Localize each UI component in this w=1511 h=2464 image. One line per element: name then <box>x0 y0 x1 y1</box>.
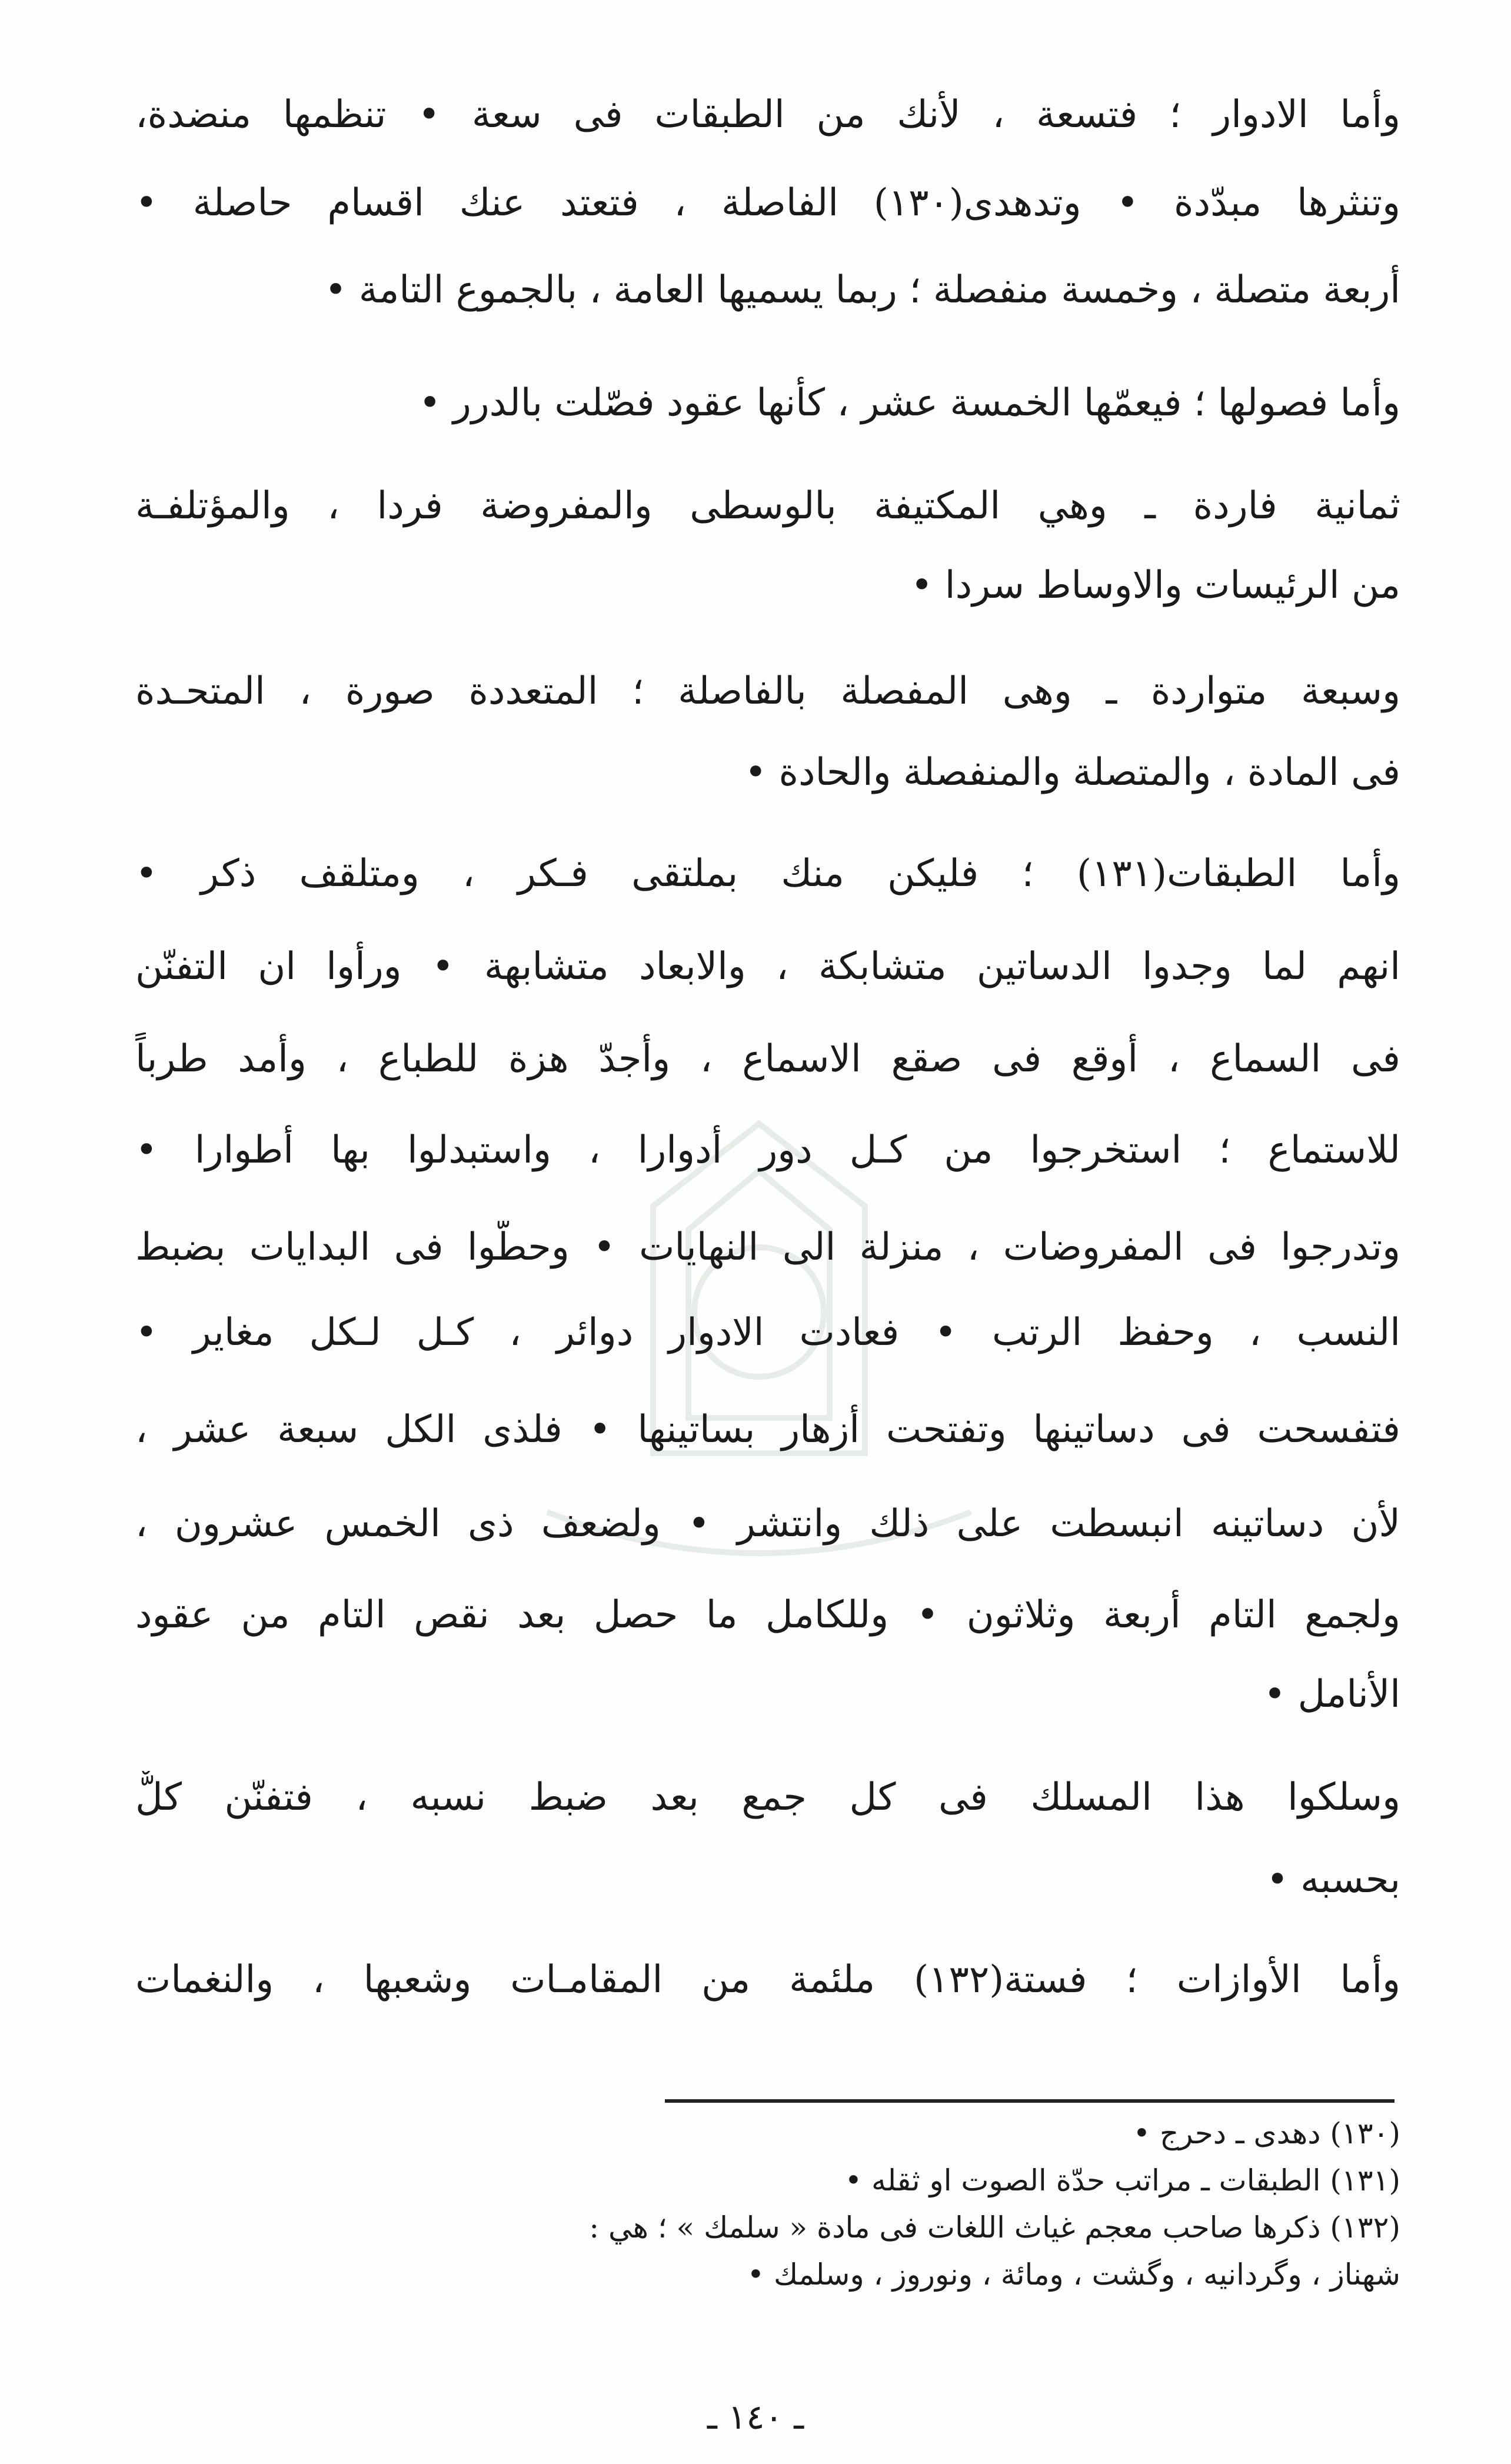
text-line: لأن دساتينه انبسطت على ذلك وانتشر • ولضعف ذى الخمس عشرون ، <box>135 1502 1400 1546</box>
page-number: ـ ١٤٠ ـ <box>707 2397 804 2437</box>
footnote: (١٣٠) دهدى ـ دحرج • <box>1133 2116 1400 2150</box>
footnote: (١٣١) الطبقات ـ مراتب حدّة الصوت او ثقله • <box>844 2163 1400 2197</box>
text-line: وأما الطبقات(١٣١) ؛ فليكن منك بملتقى فـكر ، ومتلقف ذكر • <box>135 852 1400 895</box>
footnote-divider <box>665 2099 1394 2103</box>
footnote: (١٣٢) ذكرها صاحب معجم غياث اللغات فى مادة « سلمك » ؛ هي : <box>589 2210 1400 2245</box>
text-line: فتفسحت فى دساتينها وتفتحت أزهار بساتينها • فلذى الكل سبعة عشر ، <box>135 1408 1400 1451</box>
text-line: وأما الادوار ؛ فتسعة ، لأنك من الطبقات فى سعة • تنظمها منضدة، <box>135 93 1400 136</box>
text-line: ثمانية فاردة ـ وهي المكتيفة بالوسطى والمفروضة فردا ، والمؤتلفـة <box>135 484 1400 528</box>
text-line: فى السماع ، أوقع فى صقع الاسماع ، وأجدّ هزة للطباع ، وأمد طرباً <box>135 1037 1400 1081</box>
text-line: وسبعة متواردة ـ وهى المفصلة بالفاصلة ؛ المتعددة صورة ، المتحـدة <box>135 670 1400 713</box>
text-line: للاستماع ؛ استخرجوا من كـل دور أدوارا ، واستبدلوا بها أطوارا • <box>135 1128 1400 1172</box>
text-line: من الرئيسات والاوساط سردا • <box>910 564 1400 607</box>
text-line: بحسبه • <box>1266 1858 1400 1902</box>
text-line: ولجمع التام أربعة وثلاثون • وللكامل ما حصل بعد نقص التام من عقود <box>135 1593 1400 1637</box>
text-line: أربعة متصلة ، وخمسة منفصلة ؛ ربما يسميها العامة ، بالجموع التامة • <box>324 268 1400 312</box>
text-line: وتدرجوا فى المفروضات ، منزلة الى النهايات • وحطّوا فى البدايات بضبط <box>135 1226 1400 1269</box>
text-line: وأما فصولها ؛ فيعمّها الخمسة عشر ، كأنها عقود فصّلت بالدرر • <box>418 381 1400 425</box>
text-line: وتنثرها مبدّدة • وتدهدى(١٣٠) الفاصلة ، فتعتد عنك اقسام حاصلة • <box>135 181 1400 225</box>
text-line: وأما الأوازات ؛ فستة(١٣٢) ملئمة من المقامـات وشعبها ، والنغمات <box>135 1958 1400 2002</box>
text-line: النسب ، وحفظ الرتب • فعادت الادوار دوائر ، كـل لـكل مغاير • <box>135 1311 1400 1354</box>
text-line: انهم لما وجدوا الدساتين متشابكة ، والابعاد متشابهة • ورأوا ان التفنّن <box>135 945 1400 988</box>
footnote: شهناز ، وگردانيه ، وگشت ، ومائة ، ونوروز ، وسلمك • <box>747 2257 1400 2292</box>
text-line: الأنامل • <box>1263 1673 1400 1716</box>
text-line: فى المادة ، والمتصلة والمنفصلة والحادة • <box>744 751 1400 794</box>
text-line: وسلكوا هذا المسلك فى كل جمع بعد ضبط نسبه ، فتفنّن كلٌّ <box>135 1776 1400 1819</box>
